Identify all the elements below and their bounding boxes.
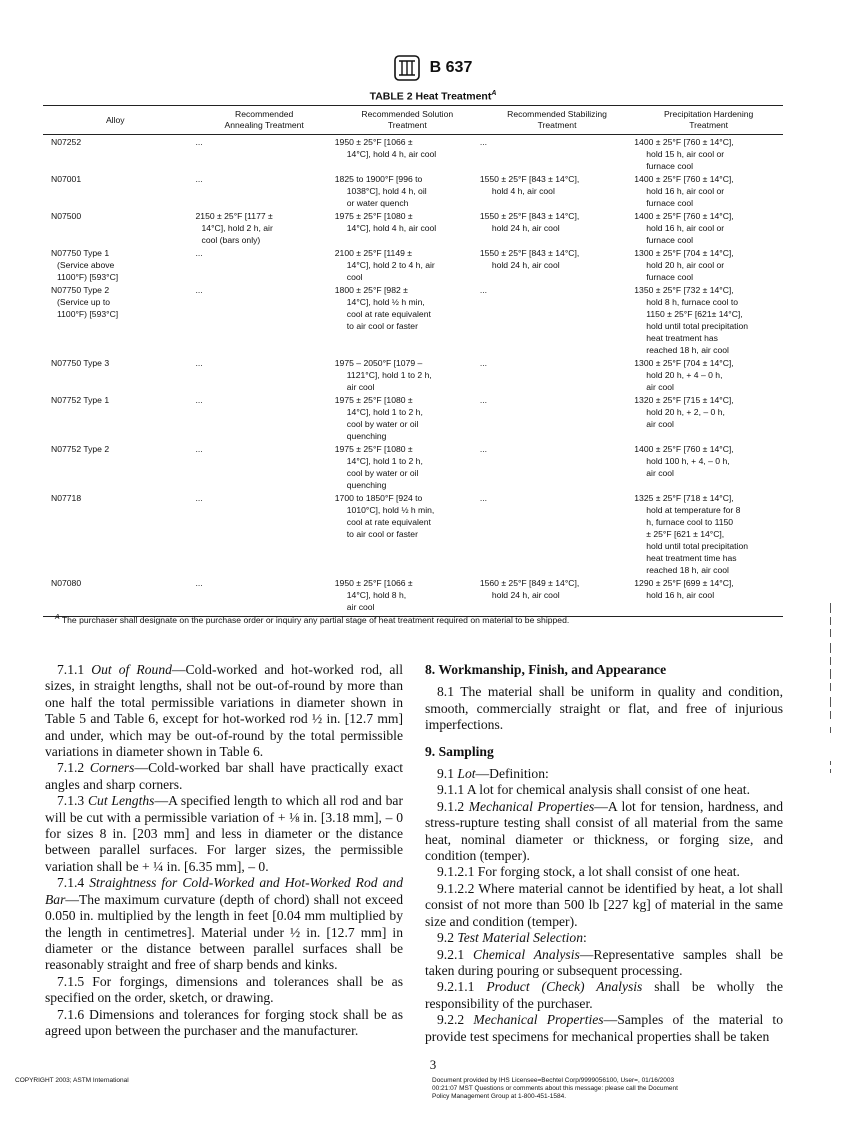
cell-solution: 1800 ± 25°F [982 ± 14°C], hold ½ h min, cool at rate equivalent to air cool or faster <box>334 285 431 331</box>
cell-precipitation: 1400 ± 25°F [760 ± 14°C], hold 100 h, + 4, – 0 h, air cool <box>634 444 734 478</box>
cell-stabilizing: 1550 ± 25°F [843 ± 14°C], hold 4 h, air cool <box>479 174 580 196</box>
para-7-1-4: 7.1.4 Straightness for Cold-Worked and Hot-Worked Rod and Bar—The maximum curvature (depth of chord) shall not exceed 0.050 in. multiplied by the length in feet [0.04 mm multiplied by the length in centimetres]. Material under ½ in. [12.7 mm] in diameter or the distance between parallel surfaces shall be reasonably straight and free of sharp bends and kinks. <box>45 875 403 973</box>
table-row <box>43 135 783 173</box>
cell-alloy: N07718 <box>51 493 82 503</box>
cell-stabilizing: ... <box>479 137 487 147</box>
cell-precipitation: 1325 ± 25°F [718 ± 14°C], hold at temperature for 8 h, furnace cool to 1150 ± 25°F [621 ± 14°C], hold until total precipitation heat treatment time has reached 18 h, air cool <box>634 493 749 575</box>
cell-annealing: ... <box>195 493 203 503</box>
standard-designation: B 637 <box>429 59 473 76</box>
table-row <box>43 576 783 617</box>
margin-tick-marks <box>829 603 833 773</box>
table-header-row <box>43 106 783 135</box>
cell-alloy: N07252 <box>51 137 82 147</box>
para-7-1-5: 7.1.5 For forgings, dimensions and tolerances shall be as specified on the order, sketch, or drawing. <box>45 973 403 1006</box>
table-footnote: $^A$ The purchaser shall designate on the purchase order or inquiry any partial stage of heat treatment required on material to be shipped. <box>55 614 570 625</box>
download-notice: Document provided by IHS Licensee=Bechtel Corp/9999056100, User=, 01/16/2003 00:21:07 MST Questions or comments about this message: please call the Document Policy Management Group at 1-800-451-1584. <box>432 1077 678 1100</box>
cell-stabilizing: ... <box>479 285 487 295</box>
table-row <box>43 172 783 209</box>
cell-solution: 1975 ± 25°F [1080 ± 14°C], hold 1 to 2 h, cool by water or oil quenching <box>334 444 423 490</box>
para-8-1: 8.1 The material shall be uniform in quality and condition, smooth, commercially straight or flat, and free of injurious imperfections. <box>425 684 783 733</box>
cell-annealing: ... <box>195 358 203 368</box>
cell-precipitation: 1400 ± 25°F [760 ± 14°C], hold 16 h, air cool or furnace cool <box>634 174 734 208</box>
section-8-heading: 8. Workmanship, Finish, and Appearance <box>425 662 667 677</box>
para-9-2-1: 9.2.1 Chemical Analysis—Representative samples shall be taken during pouring or subsequent processing. <box>425 946 783 978</box>
col-header-solution: Recommended Solution Treatment <box>335 106 480 135</box>
heat-treatment-table <box>43 105 783 617</box>
left-column <box>45 662 403 1039</box>
para-9-1-1: 9.1.1 A lot for chemical analysis shall consist of one heat. <box>437 782 750 798</box>
cell-alloy: N07752 Type 2 <box>51 444 110 454</box>
para-7-1-2: 7.1.2 Corners—Cold-worked bar shall have practically exact angles and sharp corners. <box>45 760 403 792</box>
cell-alloy: N07750 Type 2 (Service up to 1100°F) [593°C] <box>51 285 119 319</box>
cell-annealing: ... <box>195 174 203 184</box>
cell-precipitation: 1400 ± 25°F [760 ± 14°C], hold 16 h, air cool or furnace cool <box>634 211 734 245</box>
cell-alloy: N07080 <box>43 576 182 617</box>
cell-annealing: ... <box>195 395 203 405</box>
cell-alloy: N07750 Type 3 <box>51 358 110 368</box>
para-7-1-3: 7.1.3 Cut Lengths—A specified length to which all rod and bar will be cut with a permissible variation of + ⅛ in. [3.18 mm], – 0 for sizes 8 in. [203 mm] and less in diameter or the distance between parallel surfaces. For larger sizes, the permissible variation shall be + ¼ in. [6.35 mm], – 0. <box>45 793 403 874</box>
col-header-precipitation: Precipitation Hardening Treatment <box>634 106 783 135</box>
cell-alloy: N07500 <box>51 211 82 221</box>
cell-stabilizing: ... <box>479 358 487 368</box>
cell-solution: 1950 ± 25°F [1066 ± 14°C], hold 8 h, air cool <box>335 576 480 617</box>
page-header <box>0 55 866 81</box>
cell-annealing: ... <box>195 285 203 295</box>
cell-alloy: N07001 <box>51 174 82 184</box>
table-title: TABLE 2 Heat Treatment$^A$ <box>369 90 497 103</box>
table-row <box>43 209 783 246</box>
cell-solution: 1975 ± 25°F [1080 ± 14°C], hold 1 to 2 h, cool by water or oil quenching <box>334 395 423 441</box>
para-9-1: 9.1 Lot—Definition: <box>437 766 549 782</box>
cell-stabilizing: 1550 ± 25°F [843 ± 14°C], hold 24 h, air cool <box>479 248 580 270</box>
cell-precipitation: 1350 ± 25°F [732 ± 14°C], hold 8 h, furnace cool to 1150 ± 25°F [621± 14°C], hold until total precipitation heat treatment has reached 18 h, air cool <box>634 285 749 355</box>
page-number: 3 <box>429 1057 437 1072</box>
table-row <box>43 442 783 491</box>
para-7-1-1: 7.1.1 Out of Round—Cold-worked and hot-worked rod, all sizes, in straight lengths, shall not be out-of-round by more than one half the total permissible variations in diameter shown in Table 5 and Table 6, except for hot-worked rod ½ in. [12.7 mm] and under, which may be out-of-round by the total permissible variations in diameter shown in Table 6. <box>45 662 403 760</box>
cell-stabilizing: ... <box>479 395 487 405</box>
cell-solution: 1700 to 1850°F [924 to 1010°C], hold ½ h min, cool at rate equivalent to air cool or faster <box>334 493 435 539</box>
cell-stabilizing: ... <box>479 444 487 454</box>
astm-logo-icon <box>394 55 420 81</box>
cell-annealing: ... <box>195 444 203 454</box>
cell-solution: 2100 ± 25°F [1149 ± 14°C], hold 2 to 4 h, air cool <box>334 248 435 282</box>
para-9-2-1-1: 9.2.1.1 Product (Check) Analysis shall be wholly the responsibility of the purchaser. <box>425 979 783 1011</box>
cell-alloy: N07752 Type 1 <box>51 395 110 405</box>
para-9-2: 9.2 Test Material Selection: <box>437 930 587 946</box>
cell-annealing: ... <box>195 248 203 258</box>
cell-stabilizing: ... <box>479 493 487 503</box>
cell-precipitation: 1300 ± 25°F [704 ± 14°C], hold 20 h, + 4 – 0 h, air cool <box>634 358 734 392</box>
table-row <box>43 283 783 356</box>
cell-alloy: N07750 Type 1 (Service above 1100°F) [593°C] <box>51 248 119 282</box>
cell-annealing: ... <box>195 137 203 147</box>
copyright-notice: COPYRIGHT 2003; ASTM International <box>15 1077 129 1084</box>
cell-precipitation: 1300 ± 25°F [704 ± 14°C], hold 20 h, air cool or furnace cool <box>634 248 734 282</box>
cell-precipitation: 1290 ± 25°F [699 ± 14°C], hold 16 h, air cool <box>634 576 783 617</box>
cell-precipitation: 1400 ± 25°F [760 ± 14°C], hold 15 h, air cool or furnace cool <box>634 137 734 171</box>
section-9-heading: 9. Sampling <box>425 743 494 759</box>
cell-solution: 1825 to 1900°F [996 to 1038°C], hold 4 h, oil or water quench <box>334 174 427 208</box>
right-column <box>425 662 783 1045</box>
para-9-1-2: 9.1.2 Mechanical Properties—A lot for tension, hardness, and stress-rupture testing shall consist of all material from the same heat, nominal diameter or thickness, or forging size, and condition (temper). <box>425 798 783 864</box>
para-9-2-2: 9.2.2 Mechanical Properties—Samples of the material to provide test specimens for mechanical properties shall be taken <box>425 1012 784 1044</box>
para-9-1-2-2: 9.1.2.2 Where material cannot be identified by heat, a lot shall consist of not more than 500 lb [227 kg] of material in the same size and condition (temper). <box>425 880 783 929</box>
cell-solution: 1950 ± 25°F [1066 ± 14°C], hold 4 h, air cool <box>334 137 437 159</box>
cell-annealing: ... <box>182 576 335 617</box>
col-header-alloy: Alloy <box>43 106 182 135</box>
cell-stabilizing: 1550 ± 25°F [843 ± 14°C], hold 24 h, air cool <box>479 211 580 233</box>
col-header-stabilizing: Recommended Stabilizing Treatment <box>480 106 634 135</box>
col-header-annealing: Recommended Annealing Treatment <box>182 106 335 135</box>
table-row <box>43 356 783 393</box>
para-7-1-6: 7.1.6 Dimensions and tolerances for forging stock shall be as agreed upon between the purchaser and the manufacturer. <box>45 1006 403 1038</box>
cell-solution: 1975 – 2050°F [1079 – 1121°C], hold 1 to 2 h, air cool <box>334 358 432 392</box>
table-row <box>43 491 783 576</box>
cell-solution: 1975 ± 25°F [1080 ± 14°C], hold 4 h, air cool <box>334 211 437 233</box>
cell-annealing: 2150 ± 25°F [1177 ± 14°C], hold 2 h, air cool (bars only) <box>195 211 273 245</box>
cell-precipitation: 1320 ± 25°F [715 ± 14°C], hold 20 h, + 2, – 0 h, air cool <box>634 395 734 429</box>
table-row <box>43 246 783 283</box>
table-row <box>43 393 783 442</box>
cell-stabilizing: 1560 ± 25°F [849 ± 14°C], hold 24 h, air cool <box>480 576 634 617</box>
para-9-1-2-1: 9.1.2.1 For forging stock, a lot shall consist of one heat. <box>437 864 740 880</box>
